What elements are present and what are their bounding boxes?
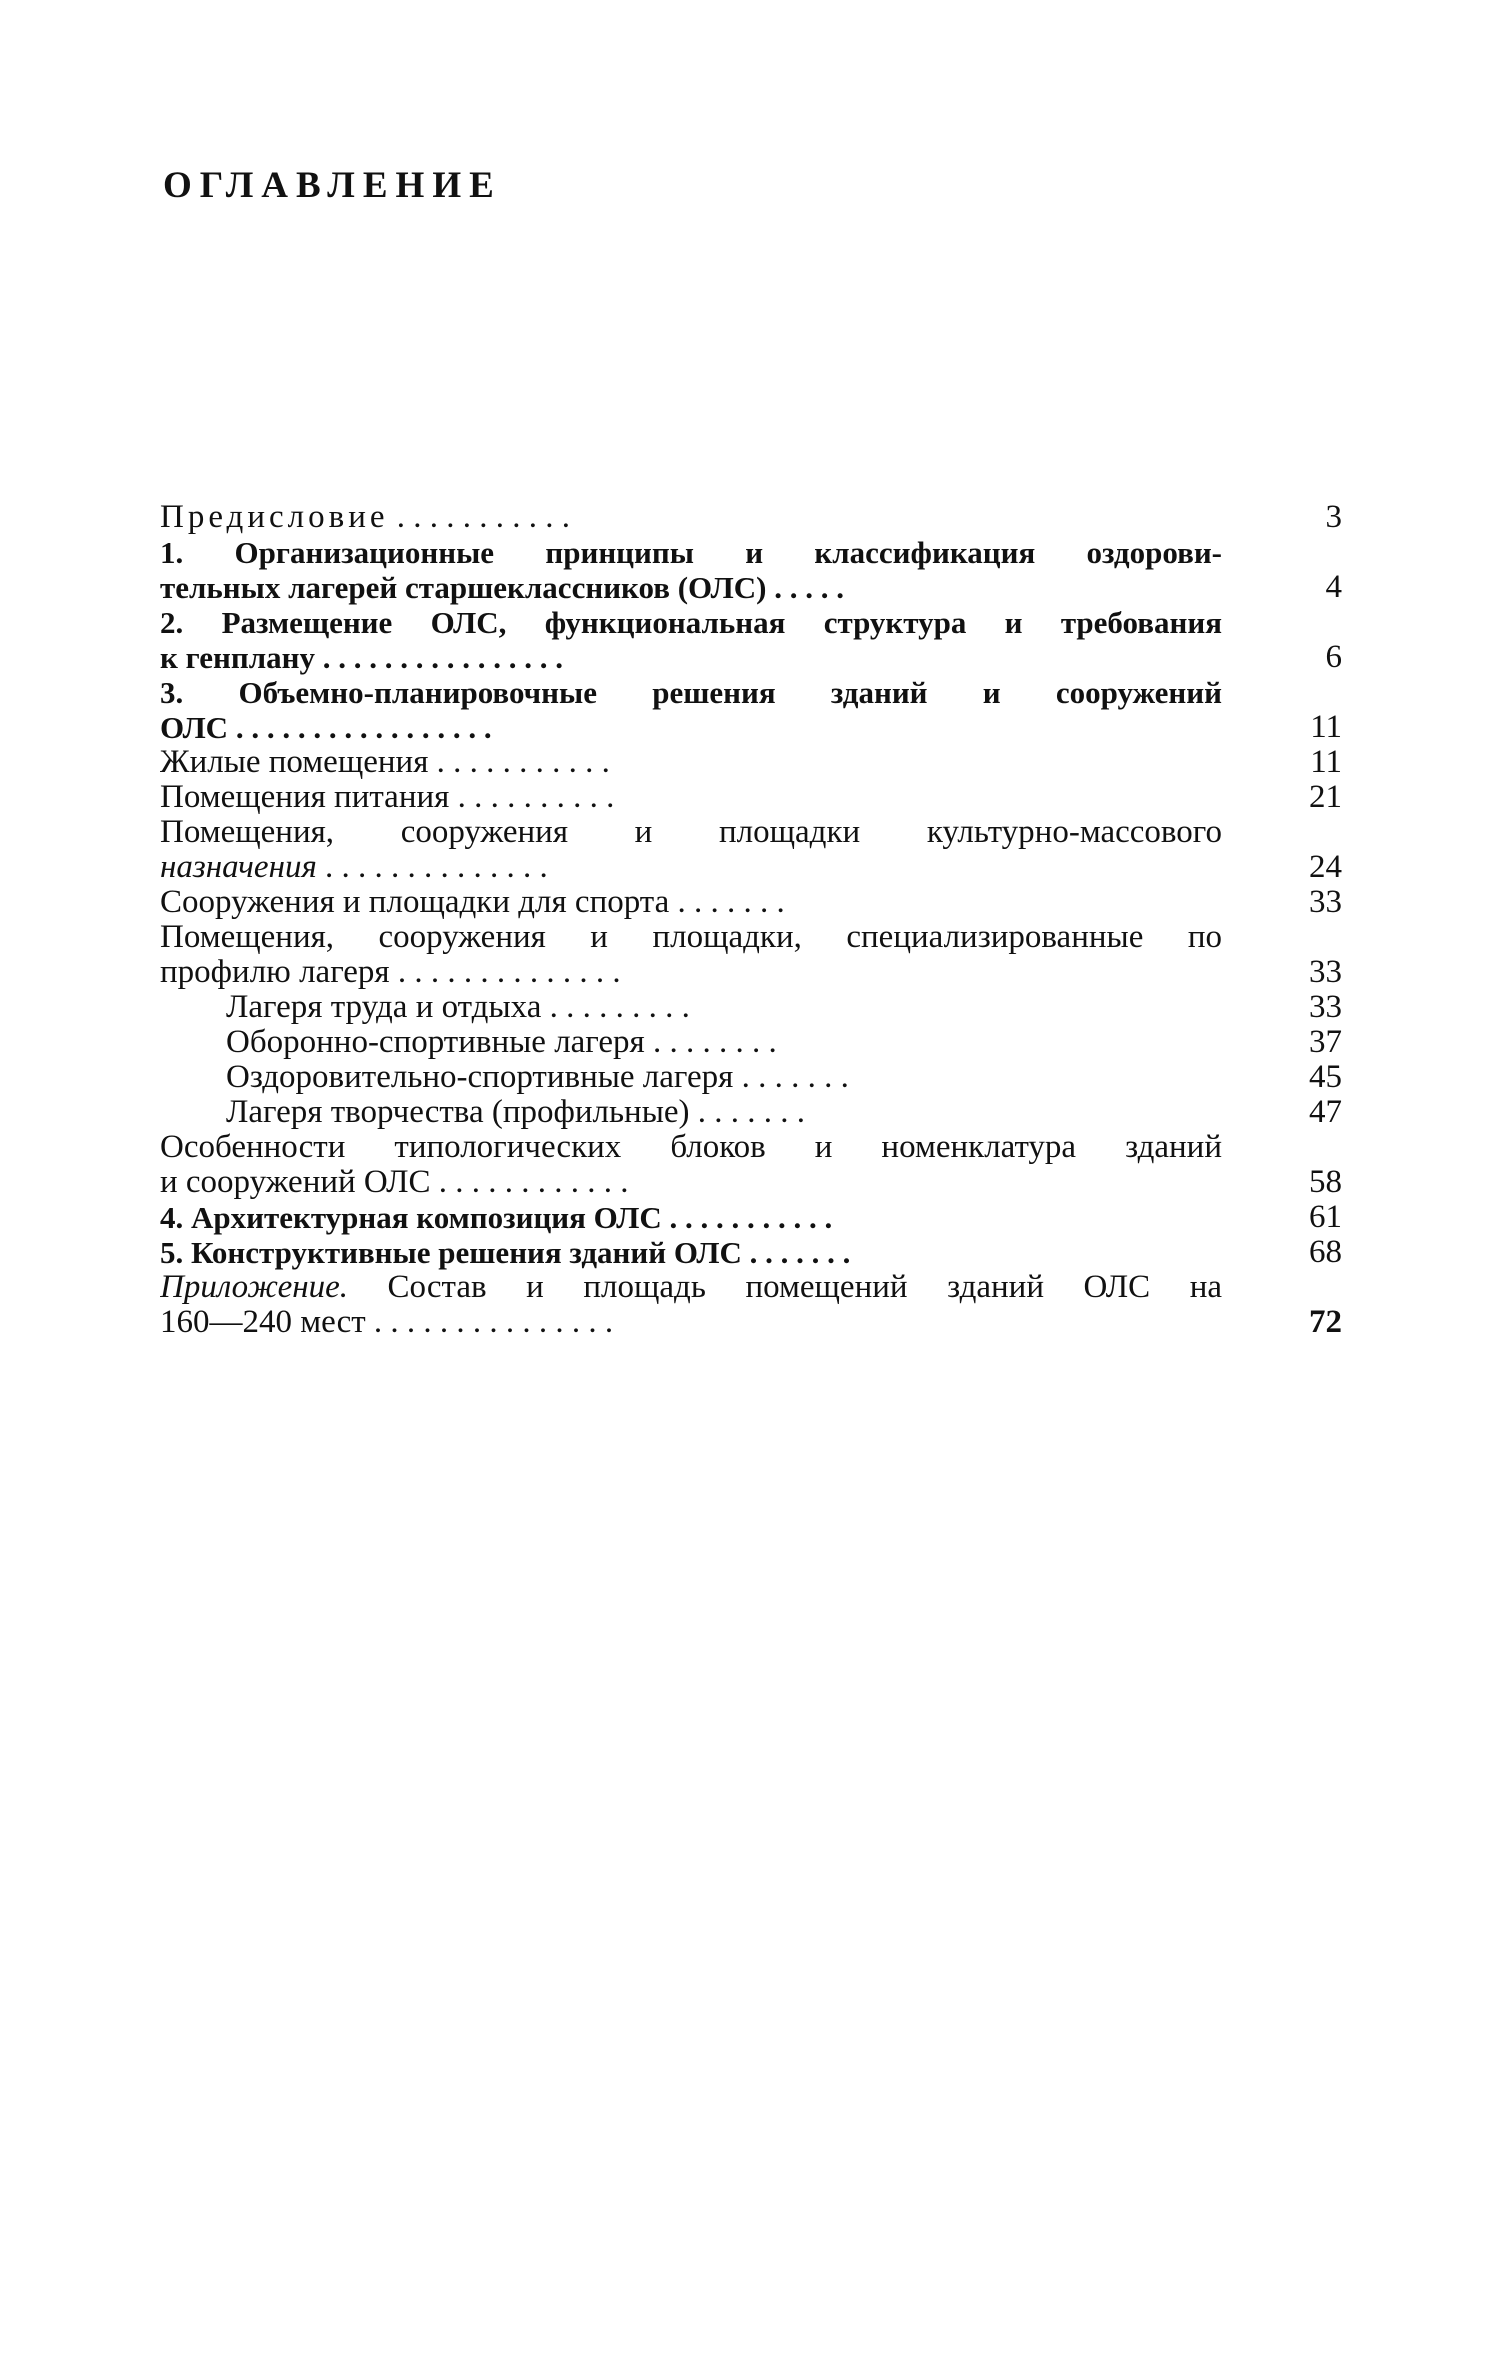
toc-entry bbox=[160, 1130, 1342, 1200]
dot-leader: . . . . . . . . bbox=[644, 1025, 777, 1060]
toc-entry-text bbox=[160, 1095, 1222, 1130]
toc-entry-text bbox=[160, 605, 1222, 640]
toc-entry-text bbox=[160, 955, 1222, 990]
toc-entry-title: и сооружений ОЛС bbox=[160, 1165, 431, 1200]
toc-entry bbox=[160, 990, 1342, 1025]
toc-entry-text bbox=[160, 640, 1222, 675]
dot-leader: . . . . . . . bbox=[741, 1235, 851, 1270]
toc-entry-text bbox=[160, 815, 1222, 850]
toc-entry-text bbox=[160, 675, 1222, 710]
toc-entry-text bbox=[160, 1200, 1222, 1235]
toc-entry-title: 2. Размещение ОЛС, функциональная структура и требования bbox=[160, 605, 1222, 640]
toc-entry-title: 160—240 мест bbox=[160, 1305, 366, 1340]
page-number: 72 bbox=[1309, 1304, 1342, 1340]
toc-entry-text bbox=[160, 710, 1222, 745]
toc-entry-text bbox=[160, 1270, 1222, 1305]
toc-entry-title: Помещения, сооружения и площадки культурно-массового bbox=[160, 815, 1222, 850]
toc-entry-title: Жилые помещения bbox=[160, 745, 429, 780]
toc-entry-text bbox=[160, 1165, 1222, 1200]
toc-entry-text bbox=[160, 885, 1222, 920]
toc-entry bbox=[160, 745, 1342, 780]
page-number: 6 bbox=[1325, 639, 1342, 675]
toc-entry bbox=[160, 1235, 1342, 1270]
page-number: 4 bbox=[1325, 569, 1342, 605]
dot-leader: . . . . . . . . . . . bbox=[428, 745, 610, 780]
page-number: 45 bbox=[1309, 1059, 1342, 1095]
toc-entry-title: ОЛС bbox=[160, 710, 229, 745]
dot-leader: . . . . . . . . . . . bbox=[661, 1200, 833, 1235]
dot-leader: . . . . . . . . . . . . . . bbox=[316, 850, 548, 885]
toc-entry-title: 1. Организационные принципы и классификация оздорови- bbox=[160, 535, 1222, 570]
page-number: 61 bbox=[1309, 1199, 1342, 1235]
toc-entry-title: Предисловие bbox=[160, 500, 389, 535]
dot-leader: . . . . . bbox=[766, 570, 844, 605]
page-title: ОГЛАВЛЕНИЕ bbox=[163, 165, 502, 206]
toc-entry-text bbox=[160, 1305, 1222, 1340]
toc-entry bbox=[160, 1060, 1342, 1095]
page-number: 33 bbox=[1309, 954, 1342, 990]
page-number: 47 bbox=[1309, 1094, 1342, 1130]
toc-entry-title: 5. Конструктивные решения зданий ОЛС bbox=[160, 1235, 742, 1270]
toc-entry bbox=[160, 675, 1342, 745]
toc-entry-title: к генплану bbox=[160, 640, 316, 675]
toc-entry-title: Сооружения и площадки для спорта bbox=[160, 885, 670, 920]
dot-leader: . . . . . . . . . . . bbox=[388, 500, 570, 535]
dot-leader: . . . . . . . . . bbox=[541, 990, 690, 1025]
toc-entry-text bbox=[160, 570, 1222, 605]
toc-entry-text bbox=[160, 1060, 1222, 1095]
toc-entry bbox=[160, 780, 1342, 815]
toc-entry bbox=[160, 1095, 1342, 1130]
toc-entry-text bbox=[160, 535, 1222, 570]
toc-entry-title: Лагеря труда и отдыха bbox=[226, 990, 542, 1025]
dot-leader: . . . . . . . . . . . . . . . . bbox=[315, 640, 564, 675]
page-number: 37 bbox=[1309, 1024, 1342, 1060]
page-number: 21 bbox=[1309, 779, 1342, 815]
dot-leader: . . . . . . . . . . bbox=[449, 780, 615, 815]
toc-entry-text bbox=[160, 1025, 1222, 1060]
toc-entry-title: профилю лагеря bbox=[160, 955, 390, 990]
toc-entry-text bbox=[160, 500, 1222, 535]
page-number: 11 bbox=[1310, 709, 1342, 745]
dot-leader: . . . . . . . bbox=[669, 885, 785, 920]
toc-entry-text bbox=[160, 850, 1222, 885]
toc-entry-title: 3. Объемно-планировочные решения зданий и сооружений bbox=[160, 675, 1222, 710]
toc-entry-text bbox=[160, 920, 1222, 955]
toc-entry-title: Особенности типологических блоков и номенклатура зданий bbox=[160, 1130, 1222, 1165]
page-number: 3 bbox=[1325, 499, 1342, 535]
toc-entry-title: Приложение. Состав и площадь помещений зданий ОЛС на bbox=[160, 1270, 1222, 1305]
toc-entry bbox=[160, 605, 1342, 675]
page-number: 68 bbox=[1309, 1234, 1342, 1270]
dot-leader: . . . . . . . bbox=[733, 1060, 849, 1095]
toc-entry-title: 4. Архитектурная композиция ОЛС bbox=[160, 1200, 662, 1235]
toc-entry bbox=[160, 1025, 1342, 1060]
dot-leader: . . . . . . . . . . . . . . . bbox=[365, 1305, 614, 1340]
dot-leader: . . . . . . . . . . . . . . . . . bbox=[228, 710, 492, 745]
dot-leader: . . . . . . . . . . . . bbox=[430, 1165, 629, 1200]
toc-entry-text bbox=[160, 745, 1222, 780]
toc-entry-title: Лагеря творчества (профильные) bbox=[226, 1095, 690, 1130]
toc-entry bbox=[160, 885, 1342, 920]
toc-entry bbox=[160, 1270, 1342, 1340]
toc-entry-title: Помещения, сооружения и площадки, специализированные по bbox=[160, 920, 1222, 955]
toc-entry bbox=[160, 815, 1342, 885]
toc-entry-title: Оборонно-спортивные лагеря bbox=[226, 1025, 645, 1060]
page-number: 33 bbox=[1309, 884, 1342, 920]
toc-entry-title: Оздоровительно-спортивные лагеря bbox=[226, 1060, 734, 1095]
toc-entry-text bbox=[160, 1130, 1222, 1165]
toc-entry-text bbox=[160, 780, 1222, 815]
toc-entry bbox=[160, 1200, 1342, 1235]
table-of-contents bbox=[160, 500, 1342, 1340]
toc-entry-title: назначения bbox=[160, 850, 317, 885]
page-number: 33 bbox=[1309, 989, 1342, 1025]
dot-leader: . . . . . . . bbox=[689, 1095, 806, 1130]
toc-entry-title: Помещения питания bbox=[160, 780, 450, 815]
page-number: 24 bbox=[1309, 849, 1342, 885]
toc-entry bbox=[160, 920, 1342, 990]
toc-entry-text bbox=[160, 1235, 1222, 1270]
page-number: 58 bbox=[1309, 1164, 1342, 1200]
toc-entry-title: тельных лагерей старшеклассников (ОЛС) bbox=[160, 570, 767, 605]
toc-entry bbox=[160, 535, 1342, 605]
toc-entry bbox=[160, 500, 1342, 535]
page-number: 11 bbox=[1310, 744, 1342, 780]
dot-leader: . . . . . . . . . . . . . . bbox=[389, 955, 621, 990]
toc-entry-text bbox=[160, 990, 1222, 1025]
